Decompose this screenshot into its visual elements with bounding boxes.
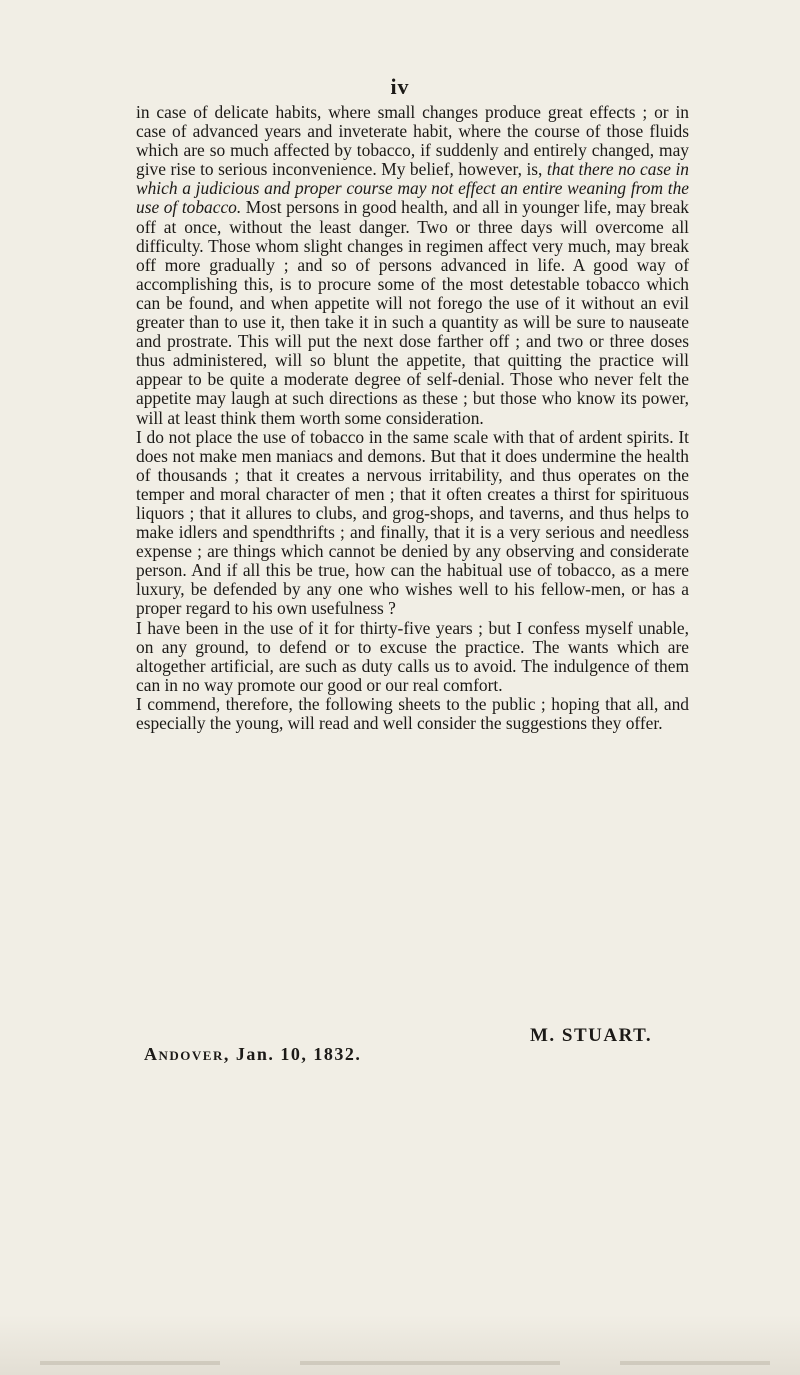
page-edge-band bbox=[40, 1361, 220, 1365]
author-signature: M. STUART. bbox=[530, 1025, 653, 1046]
body-text bbox=[136, 103, 689, 733]
page-number: iv bbox=[390, 74, 410, 99]
page-edge-shadow bbox=[0, 1315, 800, 1375]
page-edge-band bbox=[620, 1361, 770, 1365]
dateline-place: Andover, bbox=[144, 1044, 230, 1064]
paragraph-1 bbox=[136, 103, 689, 428]
dateline bbox=[144, 1044, 361, 1065]
paragraph-1-part-3: Most persons in good health, and all in younger life, may break off at once, without the least danger. Two or three days will overcome all difficulty. Those whom slight changes in regimen affect very much, may break off more gradually ; and so of persons advanced in life. A good way of accomplishing this, is to procure some of the most detestable tobacco which can be found, and when appetite will not forego the use of it without an evil greater than to use it, then take it in such a quantity as will be sure to nauseate and prostrate. This will put the next dose farther off ; and two or three doses thus administered, will so blunt the appetite, that quitting the practice will appear to be quite a moderate degree of self-denial. Those who never felt the appetite may laugh at such directions as these ; but those who know its power, will at least think them worth some consideration. bbox=[136, 197, 689, 428]
dateline-date: Jan. 10, 1832. bbox=[235, 1044, 362, 1064]
page-edge-band bbox=[300, 1361, 560, 1365]
paragraph-1-italic-emphasis: that there no case in which a judicious and proper course may not effect an entire weaning from the use of tobacco. bbox=[136, 159, 689, 218]
paragraph-1-part-1: in case of delicate habits, where small changes produce great effects ; or in case of advanced years and inveterate habit, where the course of those fluids which are so much affected by tobacco, if suddenly and entirely changed, may give rise to serious inconvenience. My belief, however, is, bbox=[136, 102, 689, 180]
paragraph-2 bbox=[136, 428, 689, 619]
paragraph-3 bbox=[136, 619, 689, 695]
paragraph-2-text: I do not place the use of tobacco in the same scale with that of ardent spirits. It does not make men maniacs and demons. But that it does undermine the health of thousands ; that it creates a nervous irritability, and thus operates on the temper and moral character of men ; that it often creates a thirst for spirituous liquors ; that it allures to clubs, and grog-shops, and taverns, and thus helps to make idlers and spendthrifts ; and finally, that it is a very serious and needless expense ; are things which cannot be denied by any observing and considerate person. And if all this be true, how can the habitual use of tobacco, as a mere luxury, be defended by any one who wishes well to his fellow-men, or has a proper regard to his own usefulness ? bbox=[136, 426, 689, 619]
paragraph-4-text: I commend, therefore, the following sheets to the public ; hoping that all, and especially the young, will read and well consider the suggestions they offer. bbox=[136, 693, 689, 733]
paragraph-3-text: I have been in the use of it for thirty-five years ; but I confess myself unable, on any ground, to defend or to excuse the practice. The wants which are altogether artificial, are such as duty calls us to avoid. The indulgence of them can in no way promote our good or our real comfort. bbox=[136, 617, 689, 695]
paragraph-4 bbox=[136, 695, 689, 733]
